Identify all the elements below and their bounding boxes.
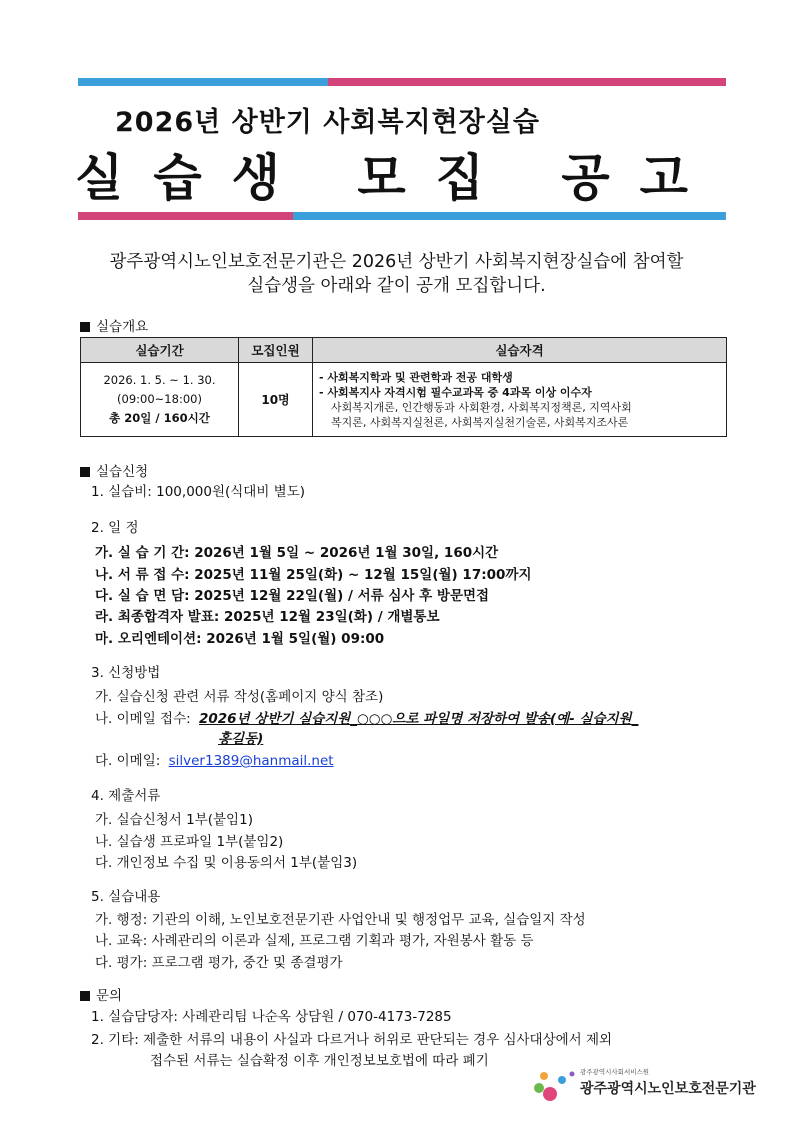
docs-item-2: 나. 실습생 프로파일 1부(붙임2) xyxy=(95,834,284,850)
overview-header-row xyxy=(81,338,727,363)
intro-line-1: 광주광역시노인보호전문기관은 2026년 상반기 사회복지현장실습에 참여할 xyxy=(109,252,684,272)
method-item-c xyxy=(95,749,334,769)
count-cell: 10명 xyxy=(239,363,313,437)
col-header-count: 모집인원 xyxy=(239,338,313,363)
etc-line-1: 2. 기타: 제출한 서류의 내용이 사실과 다르거나 허위로 판단되는 경우 심사대상에서 제외 xyxy=(91,1032,613,1048)
section-application-heading xyxy=(80,460,148,480)
intro-line-2: 실습생을 아래와 같이 공개 모집합니다. xyxy=(247,276,546,296)
schedule-title: 2. 일 정 xyxy=(91,520,139,536)
method-c-prefix: 다. 이메일: xyxy=(95,753,161,769)
qualification-2: - 사회복지사 자격시험 필수교과목 중 4과목 이상 이수자 xyxy=(319,385,592,399)
section-application-label: 실습신청 xyxy=(96,464,149,480)
subjects-line-2: 복지론, 사회복지실천론, 사회복지실천기술론, 사회복지조사론 xyxy=(331,415,629,429)
method-item-b xyxy=(95,707,638,727)
top-color-bar xyxy=(78,78,726,86)
etc-line-2: 접수된 서류는 실습확정 이후 개인정보보호법에 따라 폐기 xyxy=(150,1053,489,1069)
top-bar-pink xyxy=(328,78,726,86)
section-overview-heading xyxy=(80,315,148,335)
docs-title: 4. 제출서류 xyxy=(91,788,161,804)
method-item-a: 가. 실습신청 관련 서류 작성(홈페이지 양식 참조) xyxy=(95,689,384,705)
content-item-1: 가. 행정: 기관의 이해, 노인보호전문기관 사업안내 및 행정업무 교육, 실습일지 작성 xyxy=(95,912,586,928)
content-title: 5. 실습내용 xyxy=(91,889,161,905)
filename-rule: 2026년 상반기 실습지원_○○○으로 파일명 저장하여 발송(예- 실습지원_ xyxy=(198,711,639,727)
filename-rule-cont: 홍길동) xyxy=(218,731,264,747)
schedule-item-2: 나. 서 류 접 수: 2025년 11월 25일(화) ~ 12월 15일(월) 17:00까지 xyxy=(95,567,532,583)
col-header-period: 실습기간 xyxy=(81,338,239,363)
col-header-qualification: 실습자격 xyxy=(313,338,727,363)
period-dates: 2026. 1. 5. ~ 1. 30. xyxy=(103,373,216,387)
subjects-line-1: 사회복지개론, 인간행동과 사회환경, 사회복지정책론, 지역사회 xyxy=(331,400,632,414)
content-item-3: 다. 평가: 프로그램 평가, 중간 및 종결평가 xyxy=(95,955,343,971)
square-bullet-icon xyxy=(80,991,90,1001)
period-hours: (09:00~18:00) xyxy=(117,392,202,406)
title-line-1: 2026년 상반기 사회복지현장실습 xyxy=(115,107,540,138)
fee-line: 1. 실습비: 100,000원(식대비 별도) xyxy=(91,484,306,500)
overview-table xyxy=(80,337,727,437)
section-overview-label: 실습개요 xyxy=(96,319,149,335)
schedule-item-5: 마. 오리엔테이션: 2026년 1월 5일(월) 09:00 xyxy=(95,631,385,647)
content-item-2: 나. 교육: 사례관리의 이론과 실제, 프로그램 기획과 평가, 자원봉사 활동 등 xyxy=(95,933,534,949)
overview-data-row xyxy=(81,363,727,437)
section-inquiry-label: 문의 xyxy=(96,988,123,1004)
period-total: 총 20일 / 160시간 xyxy=(109,411,210,425)
section-inquiry-heading xyxy=(80,984,122,1004)
method-title: 3. 신청방법 xyxy=(91,665,161,681)
qualification-cell xyxy=(313,363,727,437)
logo-tagline: 광주광역시사회서비스원 xyxy=(580,1068,650,1076)
logo-name: 광주광역시노인보호전문기관 xyxy=(580,1081,756,1097)
square-bullet-icon xyxy=(80,467,90,477)
email-link[interactable]: silver1389@hanmail.net xyxy=(168,753,334,769)
schedule-item-1: 가. 실 습 기 간: 2026년 1월 5일 ~ 2026년 1월 30일, 160시간 xyxy=(95,545,499,561)
schedule-item-3: 다. 실 습 면 담: 2025년 12월 22일(월) / 서류 심사 후 방문면접 xyxy=(95,588,490,604)
bottom-bar-blue xyxy=(293,212,726,220)
docs-item-1: 가. 실습신청서 1부(붙임1) xyxy=(95,812,253,828)
schedule-item-4: 라. 최종합격자 발표: 2025년 12월 23일(화) / 개별통보 xyxy=(95,609,440,625)
contact-line: 1. 실습담당자: 사례관리팀 나순옥 상담원 / 070-4173-7285 xyxy=(91,1009,452,1025)
docs-item-3: 다. 개인정보 수집 및 이용동의서 1부(붙임3) xyxy=(95,855,358,871)
method-b-prefix: 나. 이메일 접수: xyxy=(95,711,191,727)
square-bullet-icon xyxy=(80,322,90,332)
bottom-bar-pink xyxy=(78,212,293,220)
qualification-1: - 사회복지학과 및 관련학과 전공 대학생 xyxy=(319,370,513,384)
bottom-color-bar xyxy=(78,212,726,220)
period-cell xyxy=(81,363,239,437)
top-bar-blue xyxy=(78,78,328,86)
title-line-2: 실습생 모집 공고 xyxy=(75,149,718,207)
